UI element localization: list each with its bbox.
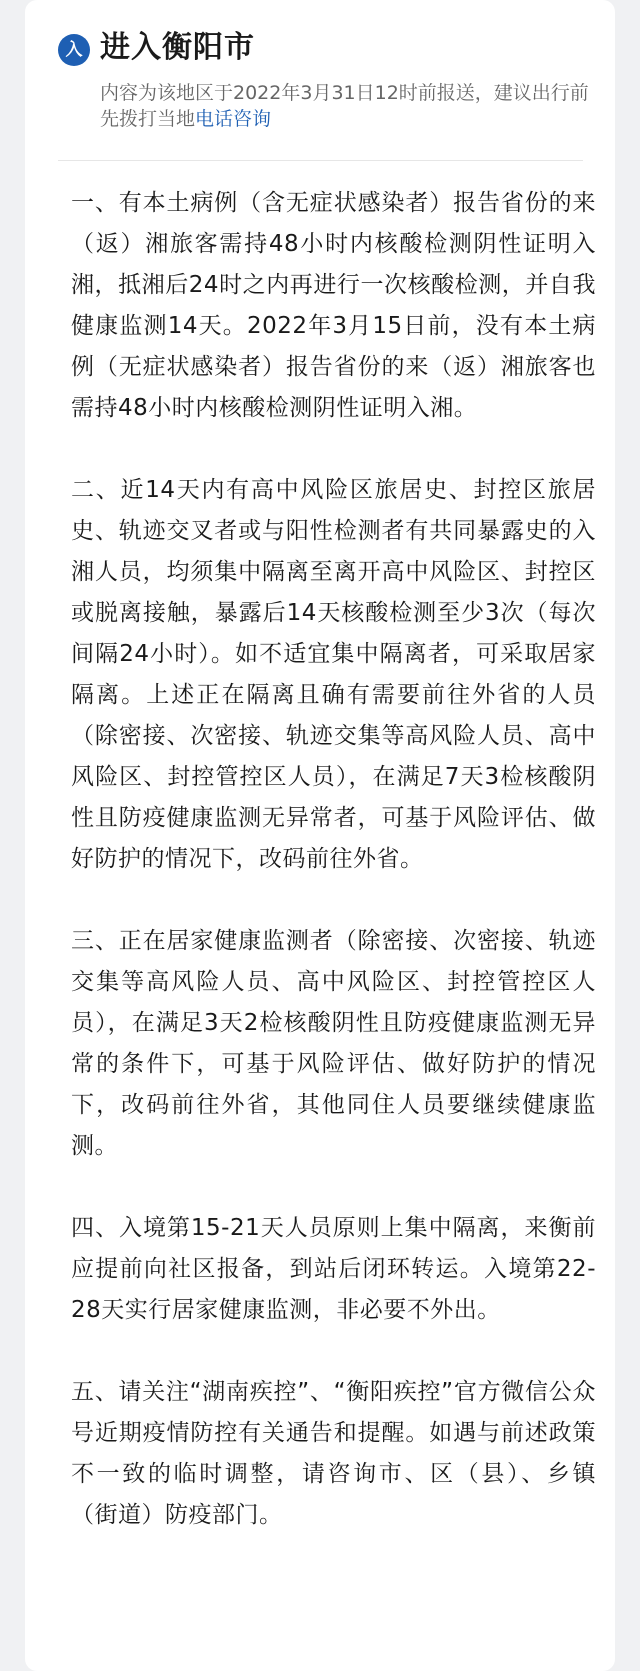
info-card: [25, 0, 615, 1671]
entry-badge-icon: 入: [58, 34, 90, 66]
policy-paragraph-2: 二、近14天内有高中风险区旅居史、封控区旅居史、轨迹交叉者或与阳性检测者有共同暴露史的入湘人员，均须集中隔离至离开高中风险区、封控区或脱离接触，暴露后14天核酸检测至少3次（每次间隔24小时）。如不适宜集中隔离者，可采取居家隔离。上述正在隔离且确有需要前往外省的人员（除密接、次密接、轨迹交集等高风险人员、高中风险区、封控管控区人员），在满足7天3检核酸阴性且防疫健康监测无异常者，可基于风险评估、做好防护的情况下，改码前往外省。: [71, 477, 596, 872]
policy-paragraph-3: 三、正在居家健康监测者（除密接、次密接、轨迹交集等高风险人员、高中风险区、封控管控区人员），在满足3天2检核酸阴性且防疫健康监测无异常的条件下，可基于风险评估、做好防护的情况下，改码前往外省，其他同住人员要继续健康监测。: [71, 928, 596, 1159]
phone-consult-link[interactable]: 电话咨询: [195, 108, 272, 130]
policy-paragraph-1: 一、有本土病例（含无症状感染者）报告省份的来（返）湘旅客需持48小时内核酸检测阴性证明入湘，抵湘后24时之内再进行一次核酸检测，并自我健康监测14天。2022年3月15日前，没有本土病例（无症状感染者）报告省份的来（返）湘旅客也需持48小时内核酸检测阴性证明入湘。: [71, 190, 596, 421]
card-header: [25, 0, 615, 160]
page-title: 进入衡阳市: [100, 30, 255, 65]
policy-paragraph-5: 五、请关注“湖南疾控”、“衡阳疾控”官方微信公众号近期疫情防控有关通告和提醒。如遇与前述政策不一致的临时调整，请咨询市、区（县）、乡镇（街道）防疫部门。: [71, 1379, 596, 1528]
policy-content: [71, 183, 596, 1536]
header-divider: [58, 160, 583, 161]
report-notice: [100, 80, 600, 132]
report-notice-text: 内容为该地区于2022年3月31日12时前报送，建议出行前先拨打当地: [100, 82, 589, 130]
policy-paragraph-4: 四、入境第15-21天人员原则上集中隔离，来衡前应提前向社区报备，到站后闭环转运。入境第22-28天实行居家健康监测，非必要不外出。: [71, 1215, 596, 1323]
